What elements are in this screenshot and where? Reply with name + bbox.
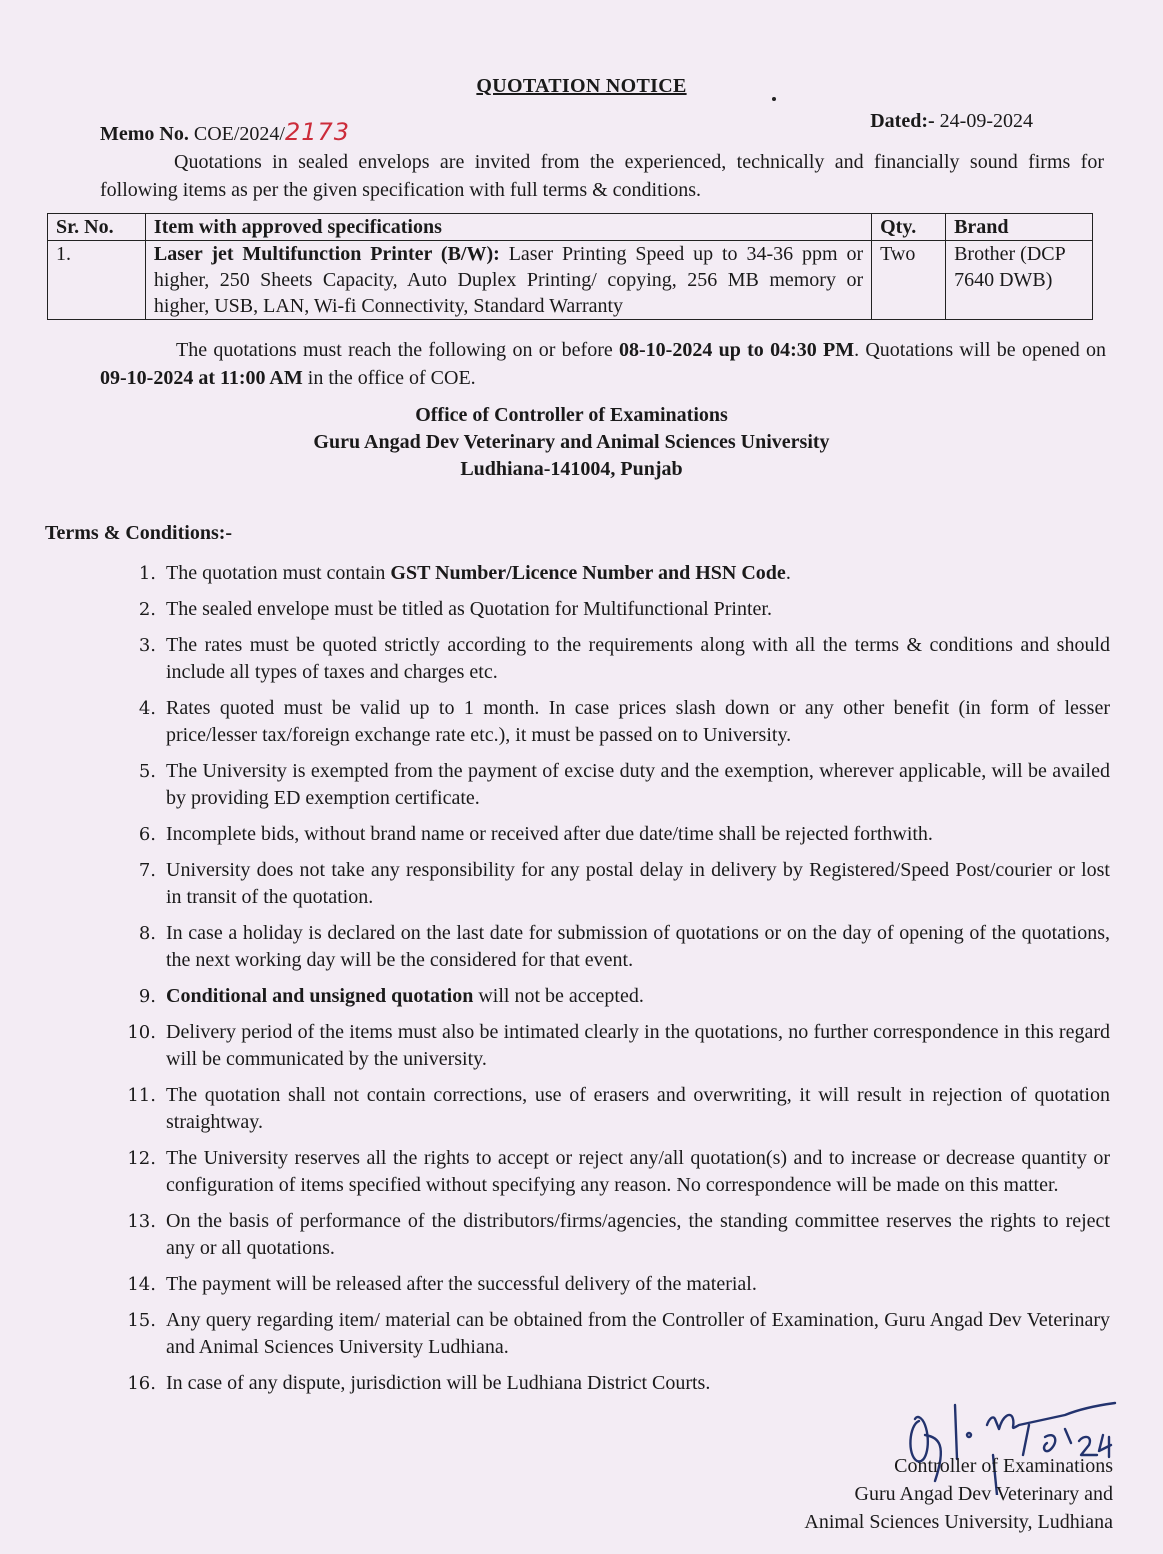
term-text-post: will not be accepted. [473, 985, 644, 1007]
term-text-pre: University does not take any responsibility for any postal delay in delivery by Registered/Speed Post/courier or lost in transit of the quotation. [166, 859, 1110, 908]
header-sr-no: Sr. No. [48, 214, 146, 241]
term-item [127, 1271, 1110, 1298]
deadline: 08-10-2024 up to 04:30 PM [619, 339, 855, 361]
term-number: 11. [127, 1085, 156, 1106]
memo-number [100, 118, 350, 146]
term-text-pre: Delivery period of the items must also be intimated clearly in the quotations, no further correspondence in this regard will be communicated by the university. [166, 1021, 1110, 1070]
term-number: 1. [138, 563, 156, 584]
memo-prefix: COE/2024/ [193, 123, 285, 145]
term-text-pre: In case a holiday is declared on the last date for submission of quotations or on the day of opening of the quotations, the next working day will be the considered for that event. [166, 922, 1110, 971]
dated-label: Dated:- [870, 110, 935, 132]
term-item [138, 695, 1110, 749]
cell-brand: Brother (DCP 7640 DWB) [946, 241, 1093, 320]
term-text-pre: The University reserves all the rights to accept or reject any/all quotation(s) and to increase or decrease quantity or configuration of items specified without specifying any reason. No correspondence will be made on this matter. [166, 1147, 1110, 1196]
term-text-pre: The University is exempted from the payment of excise duty and the exemption, wherever applicable, will be availed by providing ED exemption certificate. [166, 760, 1110, 809]
terms-list [127, 560, 1110, 1397]
intro-paragraph: Quotations in sealed envelops are invited from the experienced, technically and financially sound firms for following items as per the given specification with full terms & conditions. [100, 151, 1104, 201]
term-number: 15. [127, 1310, 156, 1331]
term-item [138, 983, 1110, 1010]
signatory-org-line1: Guru Angad Dev Veterinary and [854, 1483, 1113, 1505]
table-row [48, 241, 1093, 320]
term-text-pre: Rates quoted must be valid up to 1 month. In case prices slash down or any other benefit (in form of lesser price/lesser tax/foreign exchange rate etc.), it must be passed on to University. [166, 697, 1110, 746]
term-item [127, 1208, 1110, 1262]
terms-heading: Terms & Conditions:- [45, 522, 233, 544]
memo-handwritten-number: 2173 [284, 118, 351, 146]
term-number: 4. [138, 698, 156, 719]
term-item [127, 1145, 1110, 1199]
term-text-pre: Any query regarding item/ material can be obtained from the Controller of Examination, Guru Angad Dev Veterinary and Animal Sciences University Ludhiana. [166, 1309, 1110, 1358]
items-table [47, 213, 1093, 320]
dated-value: 24-09-2024 [939, 110, 1033, 132]
term-text-pre: The sealed envelope must be titled as Quotation for Multifunctional Printer. [166, 598, 772, 620]
term-text-pre: The quotation shall not contain corrections, use of erasers and overwriting, it will result in rejection of quotation straightway. [166, 1084, 1110, 1133]
term-text-pre: On the basis of performance of the distributors/firms/agencies, the standing committee reserves the rights to reject any or all quotations. [166, 1210, 1110, 1259]
term-text-bold: Conditional and unsigned quotation [166, 985, 474, 1007]
signatory-block [804, 1452, 1113, 1536]
term-text-pre: The quotation must contain [166, 562, 391, 584]
term-number: 9. [138, 986, 156, 1007]
memo-label: Memo No. [100, 123, 189, 145]
signatory-title: Controller of Examinations [894, 1455, 1113, 1477]
submission-paragraph: The quotations must reach the following on or before 08-10-2024 up to 04:30 PM. Quotations will be opened on 09-10-2024 at 11:00 AM in the office of COE. [100, 339, 1106, 389]
term-number: 6. [138, 824, 156, 845]
header-item: Item with approved specifications [145, 214, 871, 241]
opening-time: 09-10-2024 at 11:00 AM [100, 367, 303, 389]
term-number: 13. [127, 1211, 156, 1232]
term-item [138, 632, 1110, 686]
term-text-post: . [785, 562, 791, 584]
term-text-bold: GST Number/Licence Number and HSN Code [390, 562, 786, 584]
date-line [870, 110, 1033, 133]
term-item [127, 1019, 1110, 1073]
signatory-org-line2: Animal Sciences University, Ludhiana [804, 1511, 1113, 1533]
term-number: 3. [138, 635, 156, 656]
term-number: 12. [127, 1148, 156, 1169]
cell-qty: Two [872, 241, 946, 320]
office-address: Office of Controller of Examinations Guru Angad Dev Veterinary and Animal Sciences University Ludhiana-141004, Punjab [313, 404, 830, 480]
term-number: 16. [127, 1373, 156, 1394]
term-item [138, 560, 1110, 587]
term-text-pre: The payment will be released after the successful delivery of the material. [166, 1273, 757, 1295]
term-item [138, 596, 1110, 623]
term-number: 5. [138, 761, 156, 782]
term-number: 8. [138, 923, 156, 944]
term-item [127, 1307, 1110, 1361]
term-number: 14. [127, 1274, 156, 1295]
term-item [138, 821, 1110, 848]
ink-dot [772, 97, 776, 101]
notice-title: QUOTATION NOTICE [476, 75, 687, 97]
cell-item: Laser jet Multifunction Printer (B/W): Laser Printing Speed up to 34-36 ppm or higher, 250 Sheets Capacity, Auto Duplex Printing/ copying, 256 MB memory or higher, USB, LAN, Wi-fi Connectivity, Standard Warranty [145, 241, 871, 320]
term-item [138, 857, 1110, 911]
table-header-row [48, 214, 1093, 241]
term-number: 10. [127, 1022, 156, 1043]
term-item [127, 1082, 1110, 1136]
term-item [138, 920, 1110, 974]
term-item [138, 758, 1110, 812]
term-text-pre: Incomplete bids, without brand name or received after due date/time shall be rejected forthwith. [166, 823, 933, 845]
header-qty: Qty. [872, 214, 946, 241]
term-text-pre: In case of any dispute, jurisdiction will be Ludhiana District Courts. [166, 1372, 711, 1394]
term-number: 7. [138, 860, 156, 881]
header-brand: Brand [946, 214, 1093, 241]
cell-sr-no: 1. [48, 241, 146, 320]
term-text-pre: The rates must be quoted strictly according to the requirements along with all the terms & conditions and should include all types of taxes and charges etc. [166, 634, 1110, 683]
term-number: 2. [138, 599, 156, 620]
